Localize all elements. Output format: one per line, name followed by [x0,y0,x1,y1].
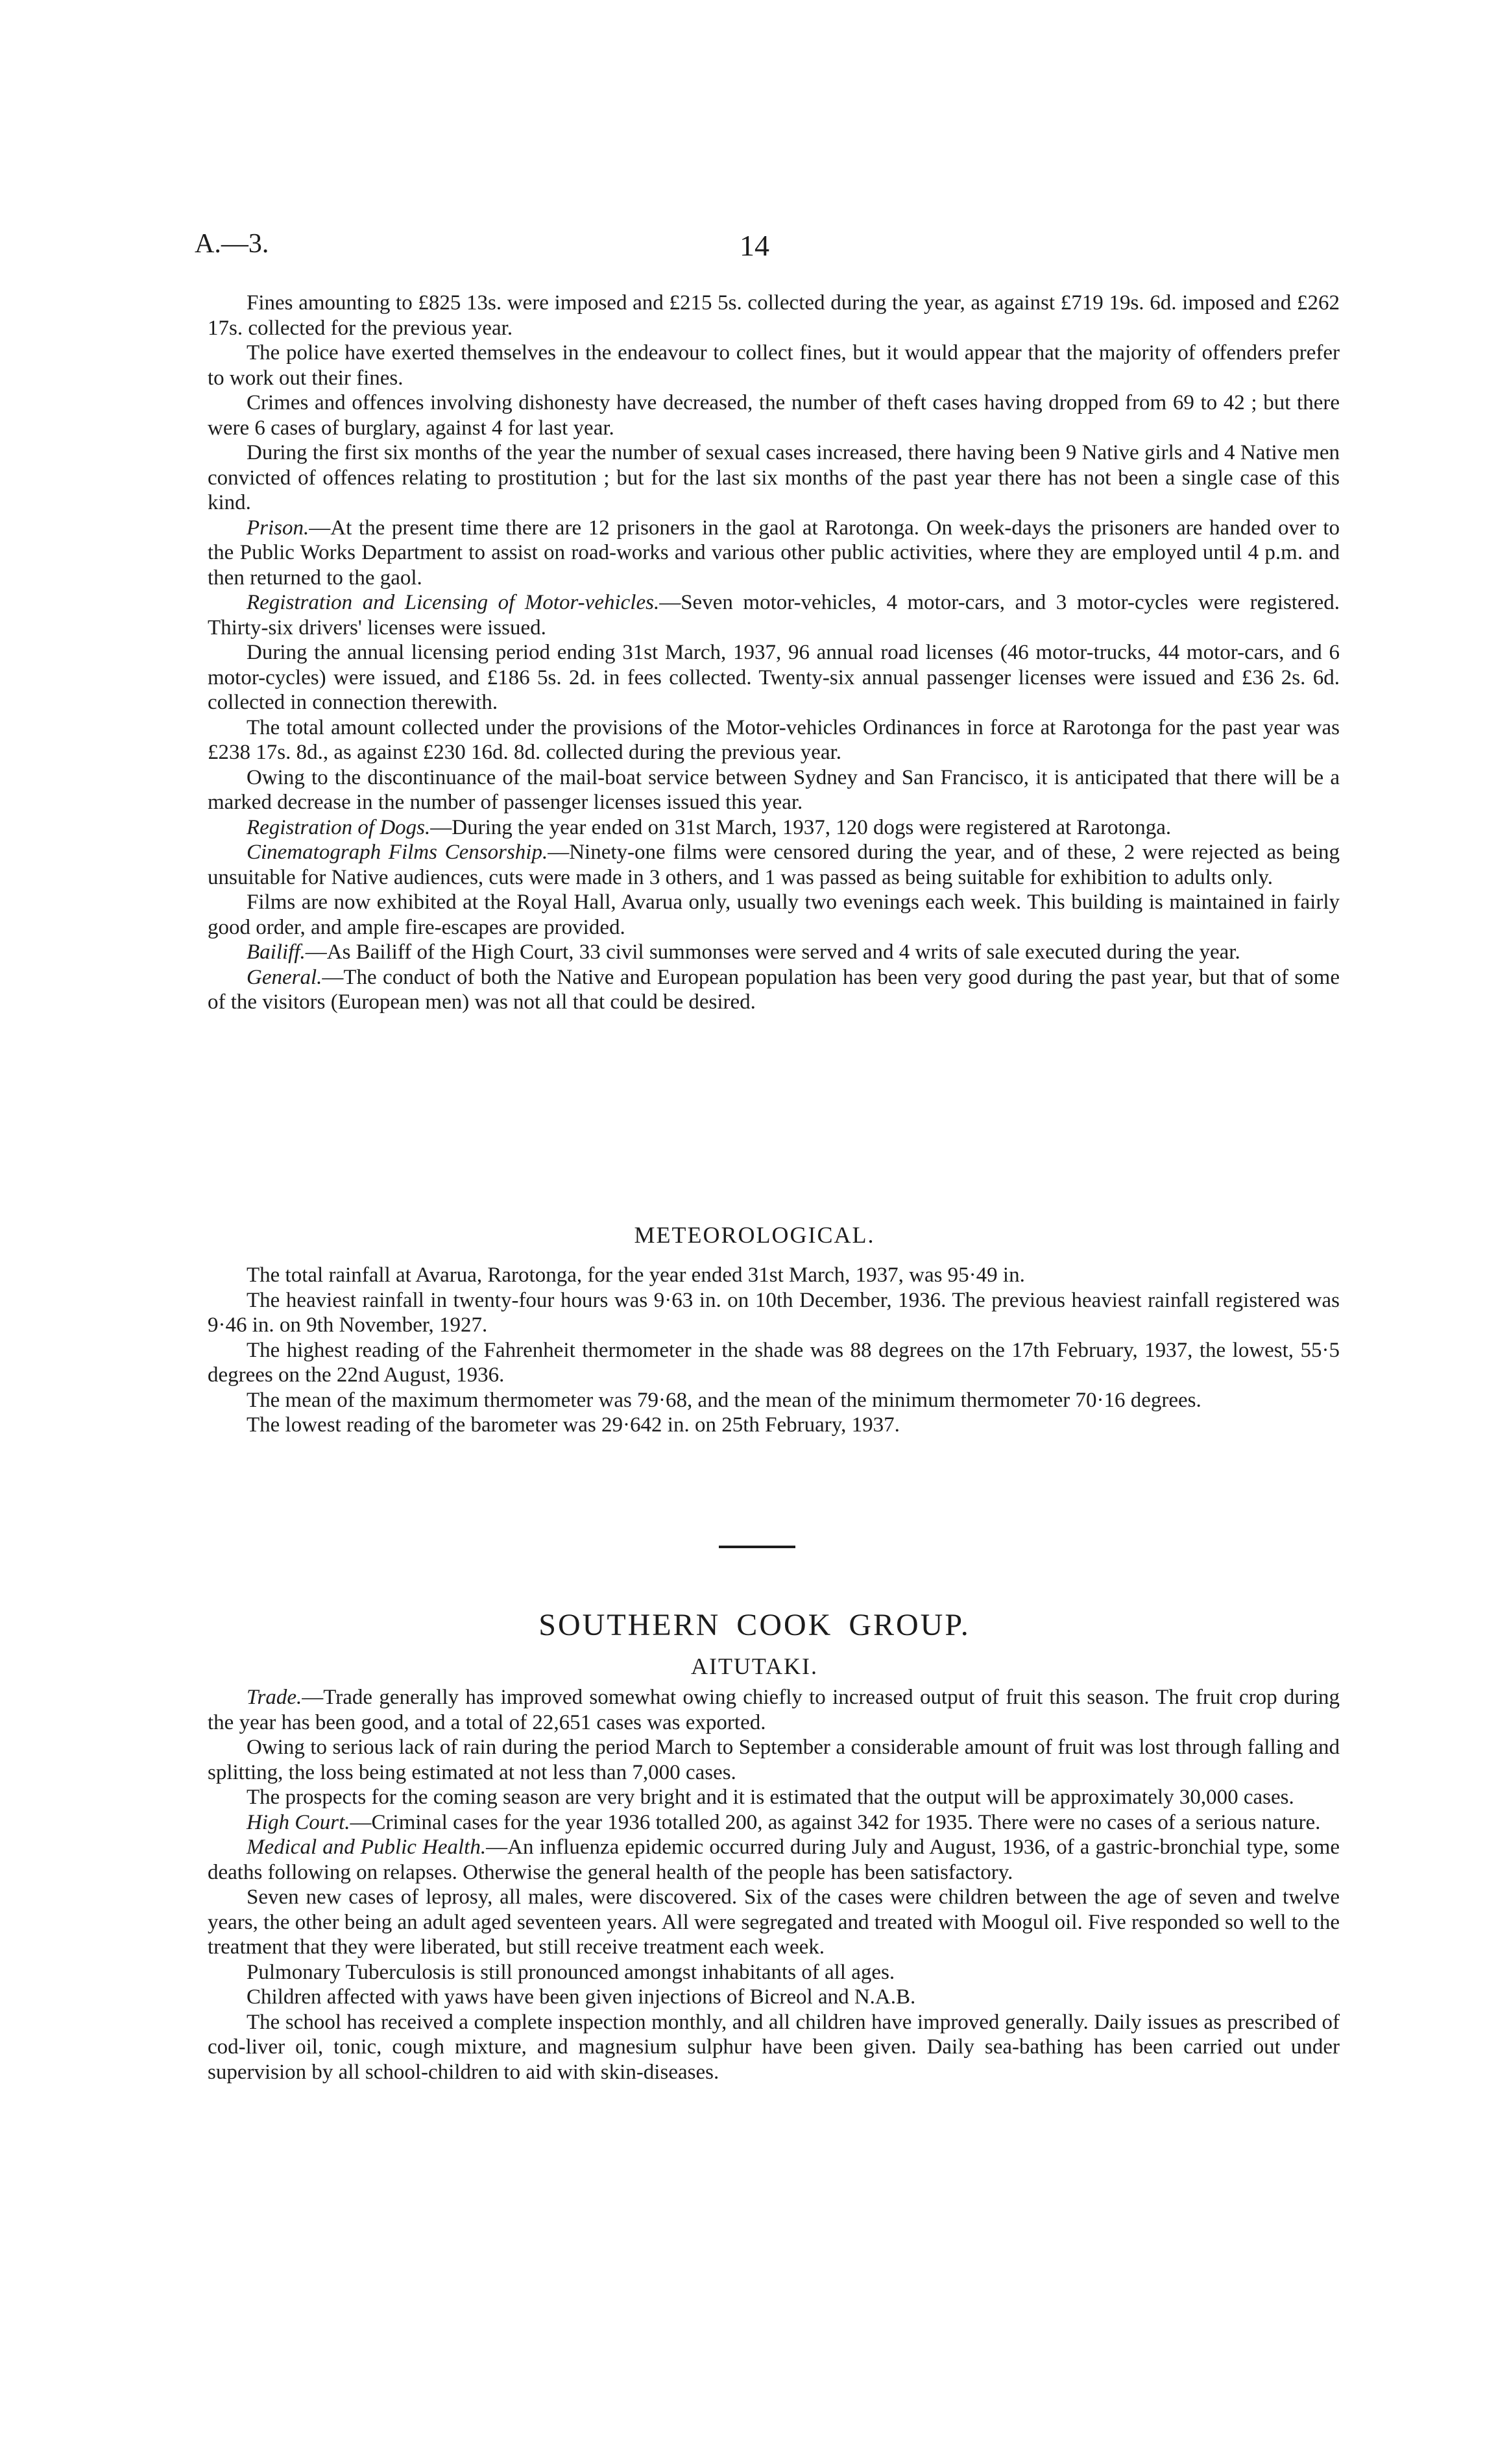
paragraph-text: The highest reading of the Fahrenheit thermometer in the shade was 88 degrees on the 17th February, 1937, the lowest, 55·5 degrees on the 22nd August, 1936. [208,1338,1340,1387]
paragraph [208,1885,1340,1960]
section-divider [719,1546,795,1548]
paragraph-lead: Prison. [247,516,309,540]
paragraph-text: Seven new cases of leprosy, all males, were discovered. Six of the cases were children between the age of seven and twelve years, the other being an adult aged seventeen years. All were segregated and treated with Moogul oil. Five responded so well to the treatment that they were liberated, but still receive treatment each week. [208,1885,1340,1959]
paragraph-text: —An influenza epidemic occurred during July and August, 1936, of a gastric-bronchial type, some deaths following on relapses. Otherwise the general health of the people has been satisfactory. [208,1836,1340,1884]
paragraph-lead: High Court. [247,1810,350,1834]
paragraph [208,291,1340,341]
paragraph [208,1685,1340,1735]
paragraph-lead: General. [247,965,322,989]
paragraph [208,965,1340,1015]
paragraph-text: The prospects for the coming season are very bright and it is estimated that the output will be approximately 30,000 cases. [247,1786,1294,1809]
paragraph-text: The mean of the maximum thermometer was 79·68, and the mean of the minimum thermometer 70·16 degrees. [247,1388,1201,1412]
paragraph [208,590,1340,640]
paragraph-text: Crimes and offences involving dishonesty have decreased, the number of theft cases having dropped from 69 to 42 ; but there were 6 cases of burglary, against 4 for last year. [208,391,1340,440]
document-reference: A.—3. [195,229,269,259]
paragraph-text: The lowest reading of the barometer was 29·642 in. on 25th February, 1937. [247,1413,900,1437]
paragraph-text: —As Bailiff of the High Court, 33 civil summonses were served and 4 writs of sale executed during the year. [305,940,1240,964]
paragraph-lead: Cinematograph Films Censorship. [247,841,548,864]
paragraph-text: Pulmonary Tuberculosis is still pronounced amongst inhabitants of all ages. [247,1960,895,1984]
paragraph [208,516,1340,591]
paragraph-text: —Seven motor-vehicles, 4 motor-cars, and 3 motor-cycles were registered. Thirty-six drivers' licenses were issued. [208,591,1340,640]
paragraph-text: The heaviest rainfall in twenty-four hours was 9·63 in. on 10th December, 1936. The previous heaviest rainfall registered was 9·46 in. on 9th November, 1927. [208,1288,1340,1337]
paragraph-text: —Criminal cases for the year 1936 totalled 200, as against 342 for 1935. There were no cases of a serious nature. [350,1810,1321,1834]
paragraph [208,440,1340,516]
page-number: 14 [740,229,769,262]
paragraph [208,640,1340,715]
paragraph [208,890,1340,940]
paragraph [208,1960,1340,1985]
paragraph [208,1338,1340,1388]
police-report-section [208,291,1340,1015]
paragraph-text: —Ninety-one films were censored during the year, and of these, 2 were rejected as being unsuitable for Native audiences, cuts were made in 3 others, and 1 was passed as being suitable for exhibition to adults only. [208,841,1340,889]
paragraph-text: During the annual licensing period ending 31st March, 1937, 96 annual road licenses (46 motor-trucks, 44 motor-cars, and 6 motor-cycles) were issued, and £186 5s. 2d. in fees collected. Twenty-six annual passenger licenses were issued and £36 2s. 6d. collected in connection therewith. [208,641,1340,714]
paragraph-text: During the first six months of the year the number of sexual cases increased, there having been 9 Native girls and 4 Native men convicted of offences relating to prostitution ; but for the last six months of the past year there has not been a single case of this kind. [208,441,1340,514]
meteorological-heading: METEOROLOGICAL. [634,1222,875,1248]
paragraph [208,390,1340,440]
paragraph-text: Fines amounting to £825 13s. were imposed and £215 5s. collected during the year, as against £719 19s. 6d. imposed and £262 17s. collected for the previous year. [208,291,1340,340]
paragraph-text: Owing to serious lack of rain during the period March to September a considerable amount of fruit was lost through falling and splitting, the loss being estimated at not less than 7,000 cases. [208,1736,1340,1784]
paragraph [208,840,1340,890]
paragraph-text: —During the year ended on 31st March, 1937, 120 dogs were registered at Rarotonga. [430,815,1172,839]
paragraph [208,1810,1340,1836]
paragraph-lead: Trade. [247,1686,302,1709]
paragraph-text: Owing to the discontinuance of the mail-boat service between Sydney and San Francisco, it is anticipated that there will be a marked decrease in the number of passenger licenses issued this year. [208,765,1340,814]
paragraph [208,715,1340,765]
paragraph [208,1735,1340,1785]
paragraph [208,940,1340,965]
paragraph-lead: Medical and Public Health. [247,1836,487,1859]
paragraph-text: —At the present time there are 12 prisoners in the gaol at Rarotonga. On week-days the prisoners are handed over to the Public Works Department to assist on road-works and various other public activities, where they are employed until 4 p.m. and then returned to the gaol. [208,516,1340,590]
paragraph [208,1413,1340,1438]
paragraph [208,2010,1340,2085]
paragraph-text: —Trade generally has improved somewhat owing chiefly to increased output of fruit this season. The fruit crop during the year has been good, and a total of 22,651 cases was exported. [208,1686,1340,1734]
paragraph-text: The school has received a complete inspection monthly, and all children have improved generally. Daily issues as prescribed of cod-liver oil, tonic, cough mixture, and magnesium sulphur have been given. Daily sea-bathing has been carried out under supervision by all school-children to aid with skin-diseases. [208,2010,1340,2084]
paragraph-lead: Registration and Licensing of Motor-vehicles. [247,591,660,614]
paragraph-lead: Bailiff. [247,940,306,964]
paragraph [208,1263,1340,1288]
paragraph-text: The total rainfall at Avarua, Rarotonga, for the year ended 31st March, 1937, was 95·49 in. [247,1263,1025,1287]
aitutaki-section [208,1685,1340,2085]
paragraph [208,1985,1340,2010]
paragraph-text: —The conduct of both the Native and European population has been very good during the past year, but that of some of the visitors (European men) was not all that could be desired. [208,965,1340,1014]
aitutaki-heading: AITUTAKI. [690,1653,819,1679]
paragraph-text: Films are now exhibited at the Royal Hall, Avarua only, usually two evenings each week. This building is maintained in fairly good order, and ample fire-escapes are provided. [208,891,1340,939]
paragraph [208,1835,1340,1885]
southern-cook-group-heading: SOUTHERN COOK GROUP. [538,1608,971,1642]
page-header [0,228,1509,267]
paragraph [208,1288,1340,1338]
paragraph [208,815,1340,841]
paragraph-lead: Registration of Dogs. [247,815,431,839]
paragraph [208,765,1340,815]
paragraph-text: The police have exerted themselves in the endeavour to collect fines, but it would appear that the majority of offenders prefer to work out their fines. [208,341,1340,390]
paragraph [208,341,1340,390]
paragraph-text: The total amount collected under the provisions of the Motor-vehicles Ordinances in force at Rarotonga for the past year was £238 17s. 8d., as against £230 16d. 8d. collected during the previous year. [208,715,1340,764]
paragraph [208,1388,1340,1413]
meteorological-section [208,1263,1340,1438]
paragraph-text: Children affected with yaws have been given injections of Bicreol and N.A.B. [247,1985,916,2009]
paragraph [208,1785,1340,1810]
